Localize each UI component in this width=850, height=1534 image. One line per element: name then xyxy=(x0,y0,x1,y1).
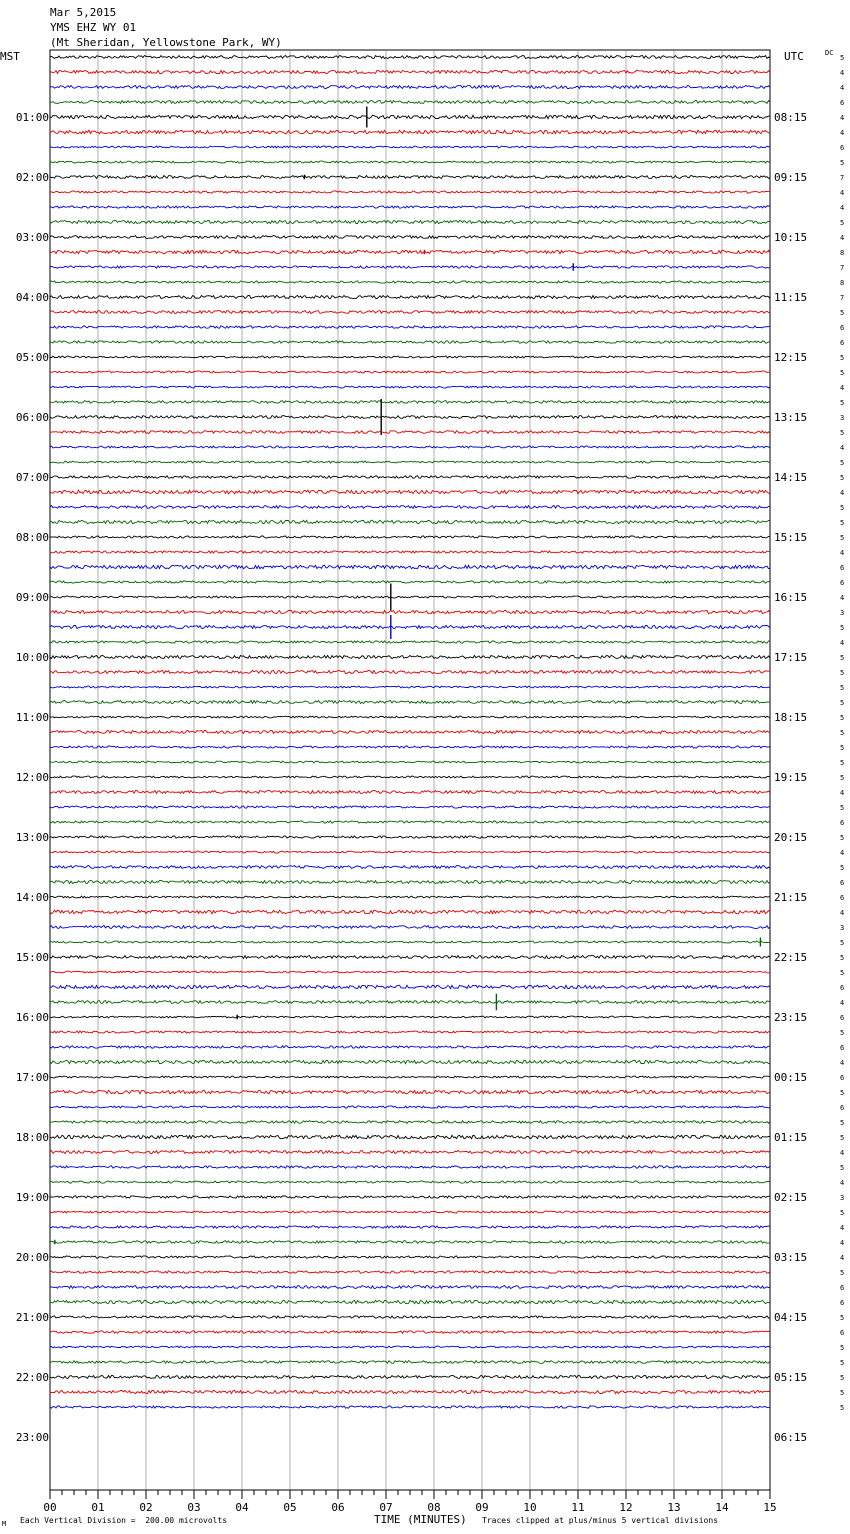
seismic-trace xyxy=(50,101,770,104)
dc-offset-value: 5 xyxy=(840,534,845,542)
mst-hour-label: 11:00 xyxy=(15,711,49,724)
utc-hour-label: 12:15 xyxy=(774,351,808,364)
mst-hour-label: 05:00 xyxy=(15,351,49,364)
dc-offset-value: 5 xyxy=(840,759,845,767)
seismic-trace xyxy=(50,1390,770,1393)
dc-offset-value: 4 xyxy=(840,189,845,197)
seismic-trace xyxy=(50,1271,770,1273)
x-tick-label: 08 xyxy=(427,1501,441,1514)
seismic-trace xyxy=(50,130,770,134)
dc-offset-value: 4 xyxy=(840,639,845,647)
dc-offset-value: 4 xyxy=(840,444,845,452)
seismic-trace xyxy=(50,1406,770,1408)
seismic-trace xyxy=(50,371,770,373)
seismic-trace xyxy=(50,1361,770,1364)
seismic-trace xyxy=(50,401,770,404)
seismic-trace xyxy=(50,565,770,569)
seismic-trace xyxy=(50,506,770,509)
mst-hour-label: 07:00 xyxy=(15,471,49,484)
mst-hour-label: 13:00 xyxy=(15,831,49,844)
seismic-trace xyxy=(50,311,770,314)
mst-hour-label: 10:00 xyxy=(15,651,49,664)
seismic-trace xyxy=(50,941,770,943)
seismic-trace xyxy=(50,776,770,778)
seismic-trace xyxy=(50,1226,770,1228)
mst-hour-label: 14:00 xyxy=(15,891,49,904)
seismic-trace xyxy=(50,1151,770,1154)
seismic-trace xyxy=(50,1300,770,1303)
seismic-trace xyxy=(50,761,770,763)
dc-offset-value: 6 xyxy=(840,1074,845,1082)
seismic-trace xyxy=(50,686,770,688)
seismic-trace xyxy=(50,851,770,853)
mst-hour-label: 16:00 xyxy=(15,1011,49,1024)
dc-offset-value: 6 xyxy=(840,144,845,152)
utc-hour-label: 08:15 xyxy=(774,111,808,124)
mst-hour-label: 17:00 xyxy=(15,1071,49,1084)
seismic-trace xyxy=(50,281,770,283)
utc-hour-label: 21:15 xyxy=(774,891,808,904)
dc-offset-value: 5 xyxy=(840,939,845,947)
dc-offset-value: 5 xyxy=(840,474,845,482)
seismic-trace xyxy=(50,191,770,193)
dc-offset-value: 5 xyxy=(840,969,845,977)
x-tick-label: 09 xyxy=(475,1501,489,1514)
seismic-trace xyxy=(50,56,770,59)
dc-offset-value: 5 xyxy=(840,744,845,752)
seismic-trace xyxy=(50,520,770,523)
x-tick-label: 07 xyxy=(379,1501,393,1514)
utc-hour-label: 20:15 xyxy=(774,831,808,844)
dc-offset-header: DC xyxy=(825,49,834,57)
mst-hour-label: 04:00 xyxy=(15,291,49,304)
dc-offset-value: 4 xyxy=(840,1224,845,1232)
dc-offset-value: 4 xyxy=(840,1149,845,1157)
dc-offset-value: 4 xyxy=(840,1179,845,1187)
utc-hour-label: 09:15 xyxy=(774,171,808,184)
mst-hour-label: 03:00 xyxy=(15,231,49,244)
x-tick-label: 06 xyxy=(331,1501,345,1514)
dc-offset-value: 4 xyxy=(840,849,845,857)
seismic-trace xyxy=(50,1135,770,1138)
dc-offset-value: 4 xyxy=(840,1239,845,1247)
dc-offset-value: 5 xyxy=(840,714,845,722)
seismic-trace xyxy=(50,86,770,89)
dc-offset-value: 5 xyxy=(840,54,845,62)
seismic-trace xyxy=(50,326,770,328)
mst-hour-label: 18:00 xyxy=(15,1131,49,1144)
seismic-trace xyxy=(50,1060,770,1063)
dc-offset-value: 5 xyxy=(840,1089,845,1097)
dc-offset-value: 5 xyxy=(840,354,845,362)
seismic-trace xyxy=(50,1090,770,1093)
seismic-trace xyxy=(50,1046,770,1048)
dc-offset-value: 5 xyxy=(840,1389,845,1397)
dc-offset-value: 5 xyxy=(840,1359,845,1367)
dc-offset-value: 4 xyxy=(840,234,845,242)
seismic-trace xyxy=(50,670,770,673)
mst-hour-label: 06:00 xyxy=(15,411,49,424)
station-location: (Mt Sheridan, Yellowstone Park, WY) xyxy=(50,36,282,49)
utc-hour-label: 16:15 xyxy=(774,591,808,604)
dc-offset-value: 5 xyxy=(840,669,845,677)
mst-hour-label: 20:00 xyxy=(15,1251,49,1264)
seismic-trace xyxy=(50,206,770,208)
seismic-trace xyxy=(50,490,770,494)
seismic-trace xyxy=(50,161,770,163)
dc-offset-value: 5 xyxy=(840,699,845,707)
utc-hour-label: 10:15 xyxy=(774,231,808,244)
dc-offset-value: 6 xyxy=(840,879,845,887)
seismic-trace xyxy=(50,821,770,823)
utc-hour-label: 03:15 xyxy=(774,1251,808,1264)
seismic-trace xyxy=(50,1346,770,1348)
utc-hour-label: 04:15 xyxy=(774,1311,808,1324)
dc-offset-value: 5 xyxy=(840,429,845,437)
dc-offset-value: 4 xyxy=(840,69,845,77)
dc-offset-value: 5 xyxy=(840,1164,845,1172)
chart-date: Mar 5,2015 xyxy=(50,6,117,19)
dc-offset-value: 4 xyxy=(840,549,845,557)
dc-offset-value: 4 xyxy=(840,1254,845,1262)
dc-offset-value: 6 xyxy=(840,324,845,332)
dc-offset-value: 5 xyxy=(840,654,845,662)
seismic-trace xyxy=(50,836,770,838)
seismic-trace xyxy=(50,1241,770,1244)
vertical-scale-note: Each Vertical Division = 200.00 microvolts xyxy=(20,1516,228,1525)
seismic-trace xyxy=(50,266,770,268)
seismic-trace xyxy=(50,1376,770,1379)
dc-offset-value: 7 xyxy=(840,174,845,182)
seismic-trace xyxy=(50,70,770,73)
dc-offset-value: 4 xyxy=(840,594,845,602)
dc-offset-value: 5 xyxy=(840,159,845,167)
utc-hour-label: 11:15 xyxy=(774,291,808,304)
dc-offset-value: 6 xyxy=(840,894,845,902)
seismic-trace xyxy=(50,1106,770,1108)
dc-offset-value: 5 xyxy=(840,1344,845,1352)
dc-offset-value: 6 xyxy=(840,1014,845,1022)
dc-offset-value: 3 xyxy=(840,414,845,422)
dc-offset-value: 5 xyxy=(840,1374,845,1382)
dc-offset-value: 3 xyxy=(840,1194,845,1202)
dc-offset-value: 6 xyxy=(840,579,845,587)
dc-offset-value: 5 xyxy=(840,1029,845,1037)
x-tick-label: 10 xyxy=(523,1501,537,1514)
dc-offset-value: 5 xyxy=(840,399,845,407)
utc-hour-label: 18:15 xyxy=(774,711,808,724)
seismic-trace xyxy=(50,625,770,628)
seismic-trace xyxy=(50,1016,770,1018)
seismic-trace xyxy=(50,716,770,718)
footer-mark: M xyxy=(2,1520,7,1528)
seismic-trace xyxy=(50,1076,770,1078)
dc-offset-value: 5 xyxy=(840,309,845,317)
seismic-trace xyxy=(50,1331,770,1334)
x-tick-label: 15 xyxy=(763,1501,777,1514)
seismic-trace xyxy=(50,296,770,299)
seismic-trace xyxy=(50,551,770,553)
seismic-trace xyxy=(50,476,770,478)
dc-offset-value: 4 xyxy=(840,999,845,1007)
seismic-trace xyxy=(50,731,770,734)
dc-offset-value: 5 xyxy=(840,774,845,782)
seismic-trace xyxy=(50,1181,770,1183)
utc-hour-label: 05:15 xyxy=(774,1371,808,1384)
clipping-note: Traces clipped at plus/minus 5 vertical divisions xyxy=(482,1516,719,1525)
utc-hour-label: 17:15 xyxy=(774,651,808,664)
seismic-trace xyxy=(50,416,770,419)
dc-offset-value: 5 xyxy=(840,624,845,632)
seismic-trace xyxy=(50,971,770,973)
dc-offset-value: 5 xyxy=(840,834,845,842)
dc-offset-value: 4 xyxy=(840,84,845,92)
dc-offset-value: 4 xyxy=(840,909,845,917)
dc-offset-value: 7 xyxy=(840,264,845,272)
dc-offset-value: 4 xyxy=(840,384,845,392)
seismic-trace xyxy=(50,341,770,343)
seismic-trace xyxy=(50,431,770,434)
seismic-trace xyxy=(50,221,770,224)
dc-offset-value: 5 xyxy=(840,1269,845,1277)
seismic-trace xyxy=(50,791,770,794)
seismic-trace xyxy=(50,1211,770,1213)
seismic-trace xyxy=(50,1121,770,1124)
x-tick-label: 02 xyxy=(139,1501,153,1514)
utc-hour-label: 00:15 xyxy=(774,1071,808,1084)
seismic-trace xyxy=(50,1166,770,1168)
dc-offset-value: 4 xyxy=(840,114,845,122)
seismic-trace xyxy=(50,610,770,613)
mst-hour-label: 23:00 xyxy=(15,1431,49,1444)
seismic-trace xyxy=(50,536,770,538)
dc-offset-value: 5 xyxy=(840,504,845,512)
seismic-trace xyxy=(50,701,770,704)
seismic-trace xyxy=(50,461,770,463)
seismic-trace xyxy=(50,1031,770,1033)
dc-offset-value: 3 xyxy=(840,924,845,932)
dc-offset-value: 4 xyxy=(840,1059,845,1067)
seismic-trace xyxy=(50,581,770,583)
dc-offset-value: 5 xyxy=(840,459,845,467)
seismic-trace xyxy=(50,1196,770,1198)
mst-hour-label: 01:00 xyxy=(15,111,49,124)
dc-offset-value: 5 xyxy=(840,369,845,377)
x-tick-label: 11 xyxy=(571,1501,585,1514)
dc-offset-value: 5 xyxy=(840,219,845,227)
mst-hour-label: 19:00 xyxy=(15,1191,49,1204)
seismic-trace xyxy=(50,356,770,358)
dc-offset-value: 5 xyxy=(840,684,845,692)
dc-offset-value: 8 xyxy=(840,279,845,287)
utc-hour-label: 01:15 xyxy=(774,1131,808,1144)
utc-hour-label: 06:15 xyxy=(774,1431,808,1444)
mst-hour-label: 15:00 xyxy=(15,951,49,964)
dc-offset-value: 6 xyxy=(840,1284,845,1292)
utc-hour-label: 02:15 xyxy=(774,1191,808,1204)
station-code: YMS EHZ WY 01 xyxy=(50,21,137,34)
dc-offset-value: 4 xyxy=(840,789,845,797)
dc-offset-value: 5 xyxy=(840,804,845,812)
dc-offset-value: 5 xyxy=(840,1404,845,1412)
seismic-trace xyxy=(50,1316,770,1318)
mst-hour-label: 21:00 xyxy=(15,1311,49,1324)
seismic-trace xyxy=(50,866,770,869)
seismic-trace xyxy=(50,896,770,898)
x-tick-label: 01 xyxy=(91,1501,105,1514)
x-tick-label: 14 xyxy=(715,1501,729,1514)
dc-offset-value: 5 xyxy=(840,519,845,527)
dc-offset-value: 6 xyxy=(840,1044,845,1052)
dc-offset-value: 3 xyxy=(840,609,845,617)
dc-offset-value: 5 xyxy=(840,1209,845,1217)
seismic-trace xyxy=(50,746,770,748)
mst-hour-label: 09:00 xyxy=(15,591,49,604)
seismic-trace xyxy=(50,985,770,988)
dc-offset-value: 7 xyxy=(840,294,845,302)
seismic-trace xyxy=(50,115,770,118)
dc-offset-value: 6 xyxy=(840,819,845,827)
x-tick-label: 03 xyxy=(187,1501,201,1514)
dc-offset-value: 4 xyxy=(840,204,845,212)
dc-offset-value: 6 xyxy=(840,984,845,992)
seismic-trace xyxy=(50,146,770,148)
seismic-trace xyxy=(50,1256,770,1258)
dc-offset-value: 6 xyxy=(840,1104,845,1112)
dc-offset-value: 5 xyxy=(840,864,845,872)
dc-offset-value: 6 xyxy=(840,1329,845,1337)
dc-offset-value: 6 xyxy=(840,339,845,347)
x-tick-label: 04 xyxy=(235,1501,249,1514)
dc-offset-value: 5 xyxy=(840,954,845,962)
seismic-trace xyxy=(50,655,770,658)
right-timezone-label: UTC xyxy=(784,50,804,63)
seismic-trace xyxy=(50,880,770,883)
utc-hour-label: 13:15 xyxy=(774,411,808,424)
seismic-trace xyxy=(50,956,770,959)
x-tick-label: 00 xyxy=(43,1501,57,1514)
seismic-trace xyxy=(50,1001,770,1004)
seismic-trace xyxy=(50,176,770,179)
dc-offset-value: 4 xyxy=(840,129,845,137)
seismic-trace xyxy=(50,806,770,808)
dc-offset-value: 5 xyxy=(840,1119,845,1127)
seismic-trace xyxy=(50,910,770,914)
utc-hour-label: 14:15 xyxy=(774,471,808,484)
dc-offset-value: 6 xyxy=(840,1299,845,1307)
dc-offset-value: 5 xyxy=(840,1314,845,1322)
seismic-trace xyxy=(50,250,770,253)
dc-offset-value: 5 xyxy=(840,729,845,737)
x-tick-label: 12 xyxy=(619,1501,633,1514)
dc-offset-value: 5 xyxy=(840,1134,845,1142)
seismic-trace xyxy=(50,236,770,239)
mst-hour-label: 12:00 xyxy=(15,771,49,784)
utc-hour-label: 15:15 xyxy=(774,531,808,544)
utc-hour-label: 22:15 xyxy=(774,951,808,964)
seismic-trace xyxy=(50,926,770,929)
seismic-trace xyxy=(50,596,770,598)
seismic-trace xyxy=(50,641,770,643)
mst-hour-label: 08:00 xyxy=(15,531,49,544)
utc-hour-label: 23:15 xyxy=(774,1011,808,1024)
x-tick-label: 05 xyxy=(283,1501,297,1514)
x-tick-label: 13 xyxy=(667,1501,681,1514)
dc-offset-value: 6 xyxy=(840,564,845,572)
seismic-trace xyxy=(50,1286,770,1289)
seismic-trace xyxy=(50,386,770,388)
mst-hour-label: 22:00 xyxy=(15,1371,49,1384)
x-axis-title: TIME (MINUTES) xyxy=(374,1513,467,1526)
dc-offset-value: 8 xyxy=(840,249,845,257)
dc-offset-value: 4 xyxy=(840,489,845,497)
seismic-trace xyxy=(50,446,770,448)
utc-hour-label: 19:15 xyxy=(774,771,808,784)
left-timezone-label: MST xyxy=(0,50,20,63)
dc-offset-value: 6 xyxy=(840,99,845,107)
mst-hour-label: 02:00 xyxy=(15,171,49,184)
